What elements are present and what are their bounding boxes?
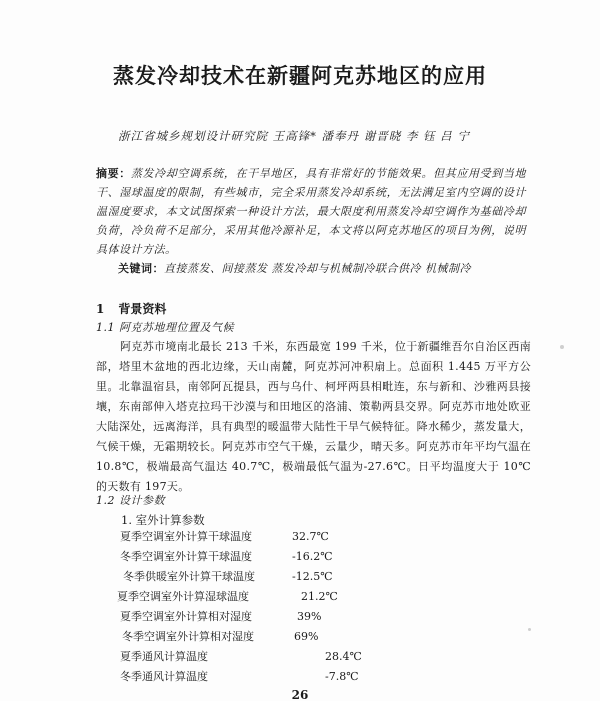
parameter-label: 冬季空调室外计算干球温度 <box>120 550 252 563</box>
scan-speck <box>560 345 564 349</box>
parameter-label: 夏季通风计算温度 <box>120 650 208 663</box>
parameter-row <box>120 668 359 684</box>
parameter-row <box>122 628 318 644</box>
parameter-label: 夏季空调室外计算干球温度 <box>120 530 252 543</box>
outdoor-params-heading: 1. 室外计算参数 <box>121 513 205 527</box>
page-number: 26 <box>291 688 309 702</box>
abstract-text: 蒸发冷却空调系统，在干旱地区，具有非常好的节能效果。但其应用受到当地干、湿球温度的限制，有些城市，完全采用蒸发冷却系统，无法满足室内空调的设计温湿度要求，本文试图探索一种设计方法，最大限度利用蒸发冷却空调作为基础冷却负荷，冷负荷不足部分，采用其他冷源补足，本文将以阿克苏地区的项目为例，说明具体设计方法。 <box>96 167 526 256</box>
section-heading-1 <box>96 300 166 317</box>
paper-title: 蒸发冷却技术在新疆阿克苏地区的应用 <box>113 63 487 88</box>
keywords-text: 直接蒸发、间接蒸发 蒸发冷却与机械制冷联合供冷 机械制冷 <box>164 262 471 275</box>
parameter-value: -7.8℃ <box>325 670 359 683</box>
parameter-row <box>120 528 329 544</box>
body-paragraph: 阿克苏市境南北最长 213 千米，东西最宽 199 千米，位于新疆维吾尔自治区西南部，塔里木盆地的西北边缘，天山南麓，阿克苏河冲积扇上。总面积 1.445 万平方公里。北靠温宿县，南邻阿瓦提县，西与乌什、柯坪两县相毗连，东与新和、沙雅两县接壤，东南部伸入塔克拉玛干沙漠与和田地区的洛浦、策勒两县交界。阿克苏市地处欧亚大陆深处，远离海洋，具有典型的暖温带大陆性干旱气候特征。降水稀少，蒸发量大，气候干燥，无霜期较长。阿克苏市空气干燥，云量少，晴天多。阿克苏市年平均气温在 10.8℃，极端最高气温达 40.7℃，极端最低气温为-27.6℃。日平均温度大于 10℃的天数有 197天。 <box>96 340 531 493</box>
abstract <box>96 164 526 259</box>
authors-line: 浙江省城乡规划设计研究院 王高锋* 潘奉丹 谢晋晓 李 钰 吕 宁 <box>118 129 470 143</box>
section-title: 背景资料 <box>118 302 167 316</box>
parameter-row <box>117 588 338 604</box>
subsection-heading-1-2: 1.2 设计参数 <box>96 494 165 507</box>
section-number: 1 <box>96 302 105 316</box>
parameter-label: 冬季通风计算温度 <box>120 670 208 683</box>
parameter-value: 39% <box>297 610 322 623</box>
parameter-value: -16.2℃ <box>292 550 333 563</box>
parameter-row <box>120 648 362 664</box>
subsection-heading-1-1: 1.1 阿克苏地理位置及气候 <box>96 321 234 334</box>
parameter-value: 28.4℃ <box>325 650 362 663</box>
keywords-label: 关键词： <box>118 262 164 275</box>
scan-speck <box>528 628 531 631</box>
parameter-label: 夏季空调室外计算相对湿度 <box>120 610 252 623</box>
parameter-label: 冬季供暖室外计算干球温度 <box>123 570 255 583</box>
parameter-row <box>120 548 333 564</box>
parameter-value: 69% <box>294 630 319 643</box>
abstract-label: 摘要： <box>96 167 131 180</box>
parameter-row <box>120 608 321 624</box>
parameter-value: 32.7℃ <box>292 530 329 543</box>
parameter-label: 夏季空调室外计算湿球温度 <box>117 590 249 603</box>
parameter-label: 冬季空调室外计算相对湿度 <box>122 630 254 643</box>
parameter-value: 21.2℃ <box>301 590 338 603</box>
keywords <box>118 260 471 276</box>
parameter-value: -12.5℃ <box>292 570 333 583</box>
parameter-row <box>123 568 333 584</box>
